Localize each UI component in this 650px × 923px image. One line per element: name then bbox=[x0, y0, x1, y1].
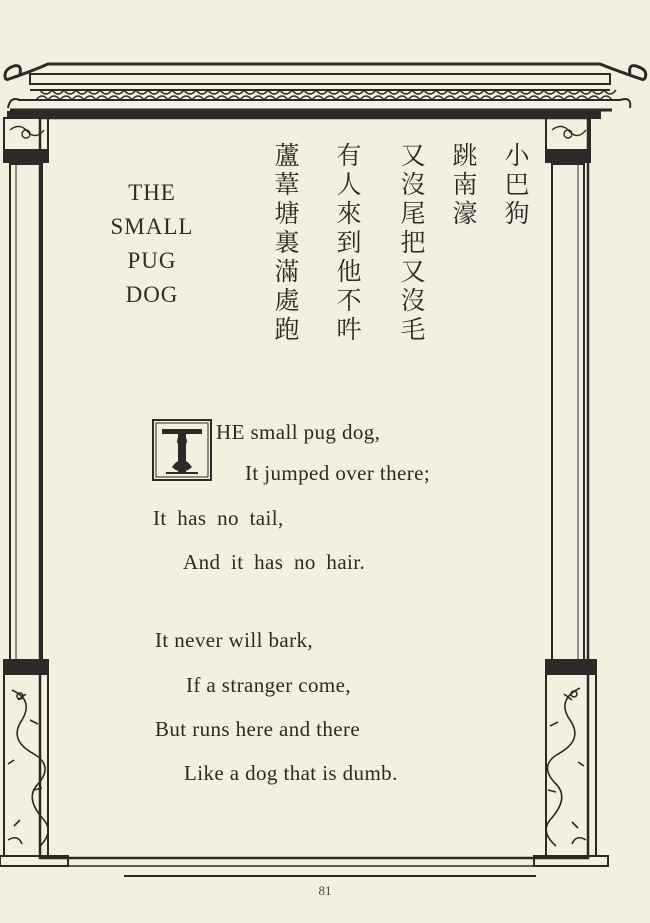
roof-tile-pattern bbox=[36, 90, 616, 100]
chinese-column: 有人來到他不吽 bbox=[333, 142, 362, 345]
title-line: PUG bbox=[127, 248, 177, 273]
poem-line: If a stranger come, bbox=[186, 673, 352, 697]
poem-line: HE small pug dog, bbox=[216, 420, 381, 444]
right-dragon-icon bbox=[546, 688, 586, 846]
title-line: DOG bbox=[125, 282, 179, 307]
chinese-verse bbox=[262, 142, 542, 382]
chinese-column: 小巴狗 bbox=[501, 142, 530, 229]
poem-line: It never will bark, bbox=[155, 628, 314, 652]
chinese-column: 跳南濠 bbox=[449, 142, 478, 229]
chinese-column: 蘆葦塘裏滿處跑 bbox=[271, 142, 300, 345]
title-line: THE bbox=[128, 180, 176, 205]
poem-line: But runs here and there bbox=[155, 717, 361, 741]
poem-line: And it has no hair. bbox=[183, 550, 366, 574]
poem-title bbox=[98, 176, 206, 312]
decorated-initial-t bbox=[152, 419, 212, 481]
poem-line: Like a dog that is dumb. bbox=[184, 761, 398, 785]
right-pillar bbox=[534, 118, 608, 866]
chinese-column: 又沒尾把又沒毛 bbox=[397, 142, 426, 345]
right-capital-dragon-icon bbox=[552, 126, 586, 138]
title-line: SMALL bbox=[110, 214, 194, 239]
left-dragon-icon bbox=[8, 690, 48, 846]
poem-line: It jumped over there; bbox=[245, 461, 431, 485]
page-number: 81 bbox=[318, 883, 332, 898]
poem-line: It has no tail, bbox=[153, 506, 284, 530]
